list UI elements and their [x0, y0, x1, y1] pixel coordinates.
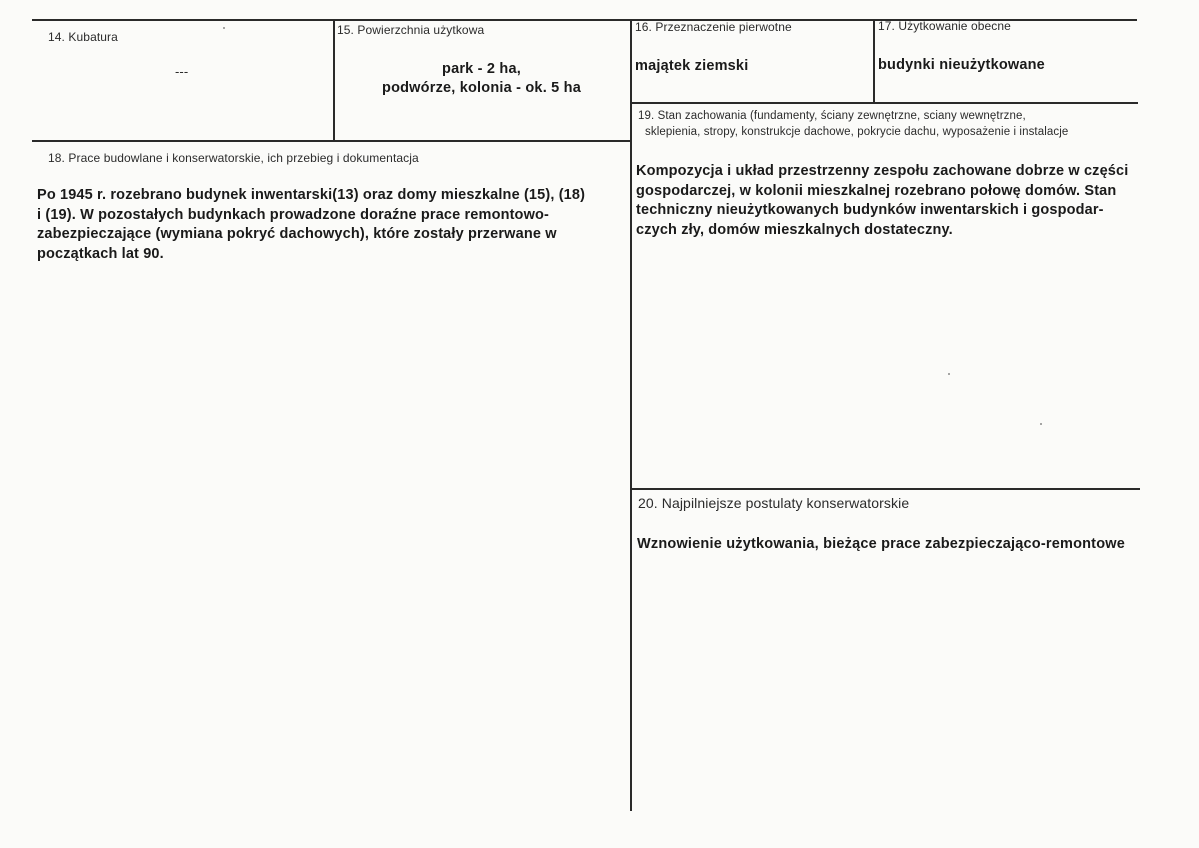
- field-17-label: 17. Użytkowanie obecne: [878, 19, 1011, 33]
- field-20-text: Wznowienie użytkowania, bieżące prace zabezpieczająco-remontowe: [637, 536, 1126, 552]
- field-16-label: 16. Przeznaczenie pierwotne: [635, 20, 792, 34]
- divider-16-17: [873, 19, 875, 103]
- field-19-text-line: gospodarczej, w kolonii mieszkalnej rozebrano połowę domów. Stan: [636, 182, 1117, 199]
- scan-speck: [223, 27, 225, 29]
- rule-above-20: [632, 488, 1140, 490]
- scan-speck: [1040, 423, 1042, 425]
- field-18-text-line: początkach lat 90.: [37, 245, 164, 262]
- rule-under-16-17: [630, 102, 1138, 104]
- field-19-label-line-1: 19. Stan zachowania (fundamenty, ściany zewnętrzne, sciany wewnętrzne,: [638, 110, 1026, 122]
- field-19-text-line: techniczny nieużytkowanych budynków inwentarskich i gospodar-: [636, 202, 1104, 218]
- field-18-text-line: Po 1945 r. rozebrano budynek inwentarski(13) oraz domy mieszkalne (15), (18): [37, 187, 586, 203]
- field-18-text: [37, 186, 585, 264]
- scan-speck: [948, 373, 950, 375]
- field-18-label: 18. Prace budowlane i konserwatorskie, ich przebieg i dokumentacja: [48, 151, 419, 165]
- field-15-value-line-1: park - 2 ha,: [442, 61, 521, 77]
- field-14-label: 14. Kubatura: [48, 30, 118, 44]
- field-15-value-line-2: podwórze, kolonia - ok. 5 ha: [382, 80, 581, 96]
- field-19-text-line: Kompozycja i układ przestrzenny zespołu zachowane dobrze w części: [636, 163, 1129, 179]
- field-15-label: 15. Powierzchnia użytkowa: [337, 23, 485, 37]
- field-18-text-line: zabezpieczające (wymiana pokryć dachowych), które zostały przerwane w: [37, 226, 557, 242]
- main-column-divider: [630, 19, 632, 811]
- field-19-text: [636, 162, 1128, 240]
- rule-under-14-15: [32, 140, 632, 142]
- field-19-text-line: czych zły, domów mieszkalnych dostateczny.: [636, 221, 953, 238]
- field-19-label-line-2: sklepienia, stropy, konstrukcje dachowe, pokrycie dachu, wyposażenie i instalacje: [645, 126, 1069, 138]
- field-17-value: budynki nieużytkowane: [878, 57, 1045, 73]
- field-20-label: 20. Najpilniejsze postulaty konserwatorskie: [638, 495, 910, 511]
- field-14-value: ---: [175, 64, 189, 79]
- field-18-text-line: i (19). W pozostałych budynkach prowadzone doraźne prace remontowo-: [37, 206, 549, 223]
- field-16-value: majątek ziemski: [635, 58, 749, 74]
